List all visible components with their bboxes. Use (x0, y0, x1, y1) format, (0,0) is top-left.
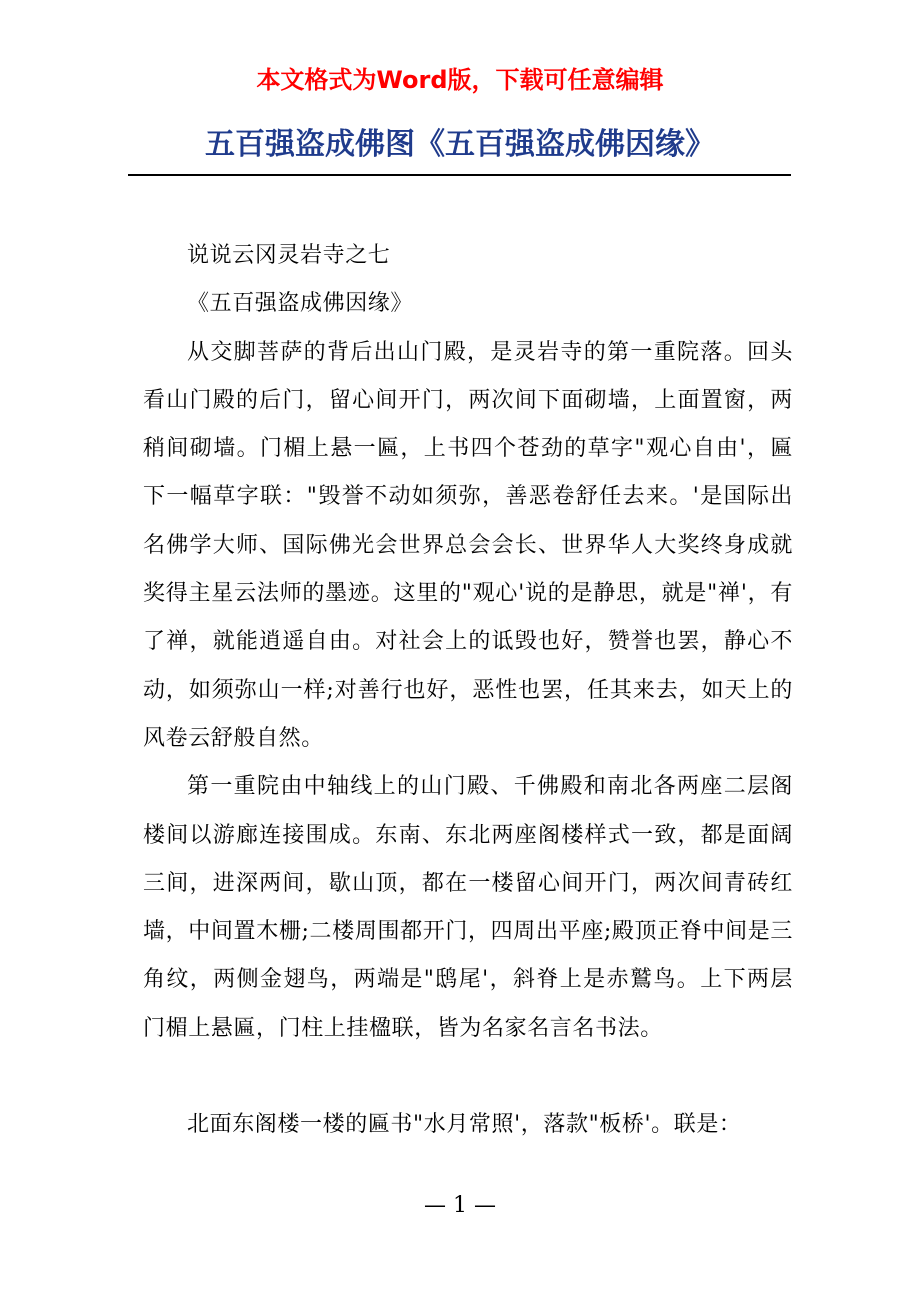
document-body (143, 232, 793, 1149)
paragraph-north-pavilion: 北面东阁楼一楼的匾书"水月常照'，落款"板桥'。联是： (187, 1112, 742, 1138)
paragraph-shanmen-hall: 从交脚菩萨的背后出山门殿，是灵岩寺的第一重院落。回头看山门殿的后门，留心间开门，两次间下面砌墙，上面置窗，两稍间砌墙。门楣上悬一匾，上书四个苍劲的草字"观心自由'，匾下一幅草字联："毁誉不动如须弥，善恶卷舒任去来。'是国际出名佛学大师、国际佛光会世界总会会长、世界华人大奖终身成就奖得主星云法师的墨迹。这里的"观心'说的是静思，就是"禅'，有了禅，就能逍遥自由。对社会上的诋毁也好，赞誉也罢，静心不动，如须弥山一样;对善行也好，恶性也罢，任其来去，如天上的风卷云舒般自然。 (143, 339, 793, 751)
title-divider (128, 174, 791, 176)
document-title: 五百强盗成佛图《五百强盗成佛因缘》 (205, 127, 715, 162)
download-notice: 本文格式为Word版，下载可任意编辑 (256, 66, 664, 94)
paragraph-article-title: 《五百强盗成佛因缘》 (187, 291, 414, 317)
paragraph-first-courtyard: 第一重院由中轴线上的山门殿、千佛殿和南北各两座二层阁楼间以游廊连接围成。东南、东北两座阁楼样式一致，都是面阔三间，进深两间，歇山顶，都在一楼留心间开门，两次间青砖红墙，中间置木栅;二楼周围都开门，四周出平座;殿顶正脊中间是三角纹，两侧金翅鸟，两端是"鸱尾'，斜脊上是赤鷲鸟。上下两层门楣上悬匾，门柱上挂楹联，皆为名家名言名书法。 (143, 774, 793, 1041)
paragraph-series-title: 说说云冈灵岩寺之七 (187, 243, 391, 268)
page-number: — 1 — (424, 1193, 496, 1218)
